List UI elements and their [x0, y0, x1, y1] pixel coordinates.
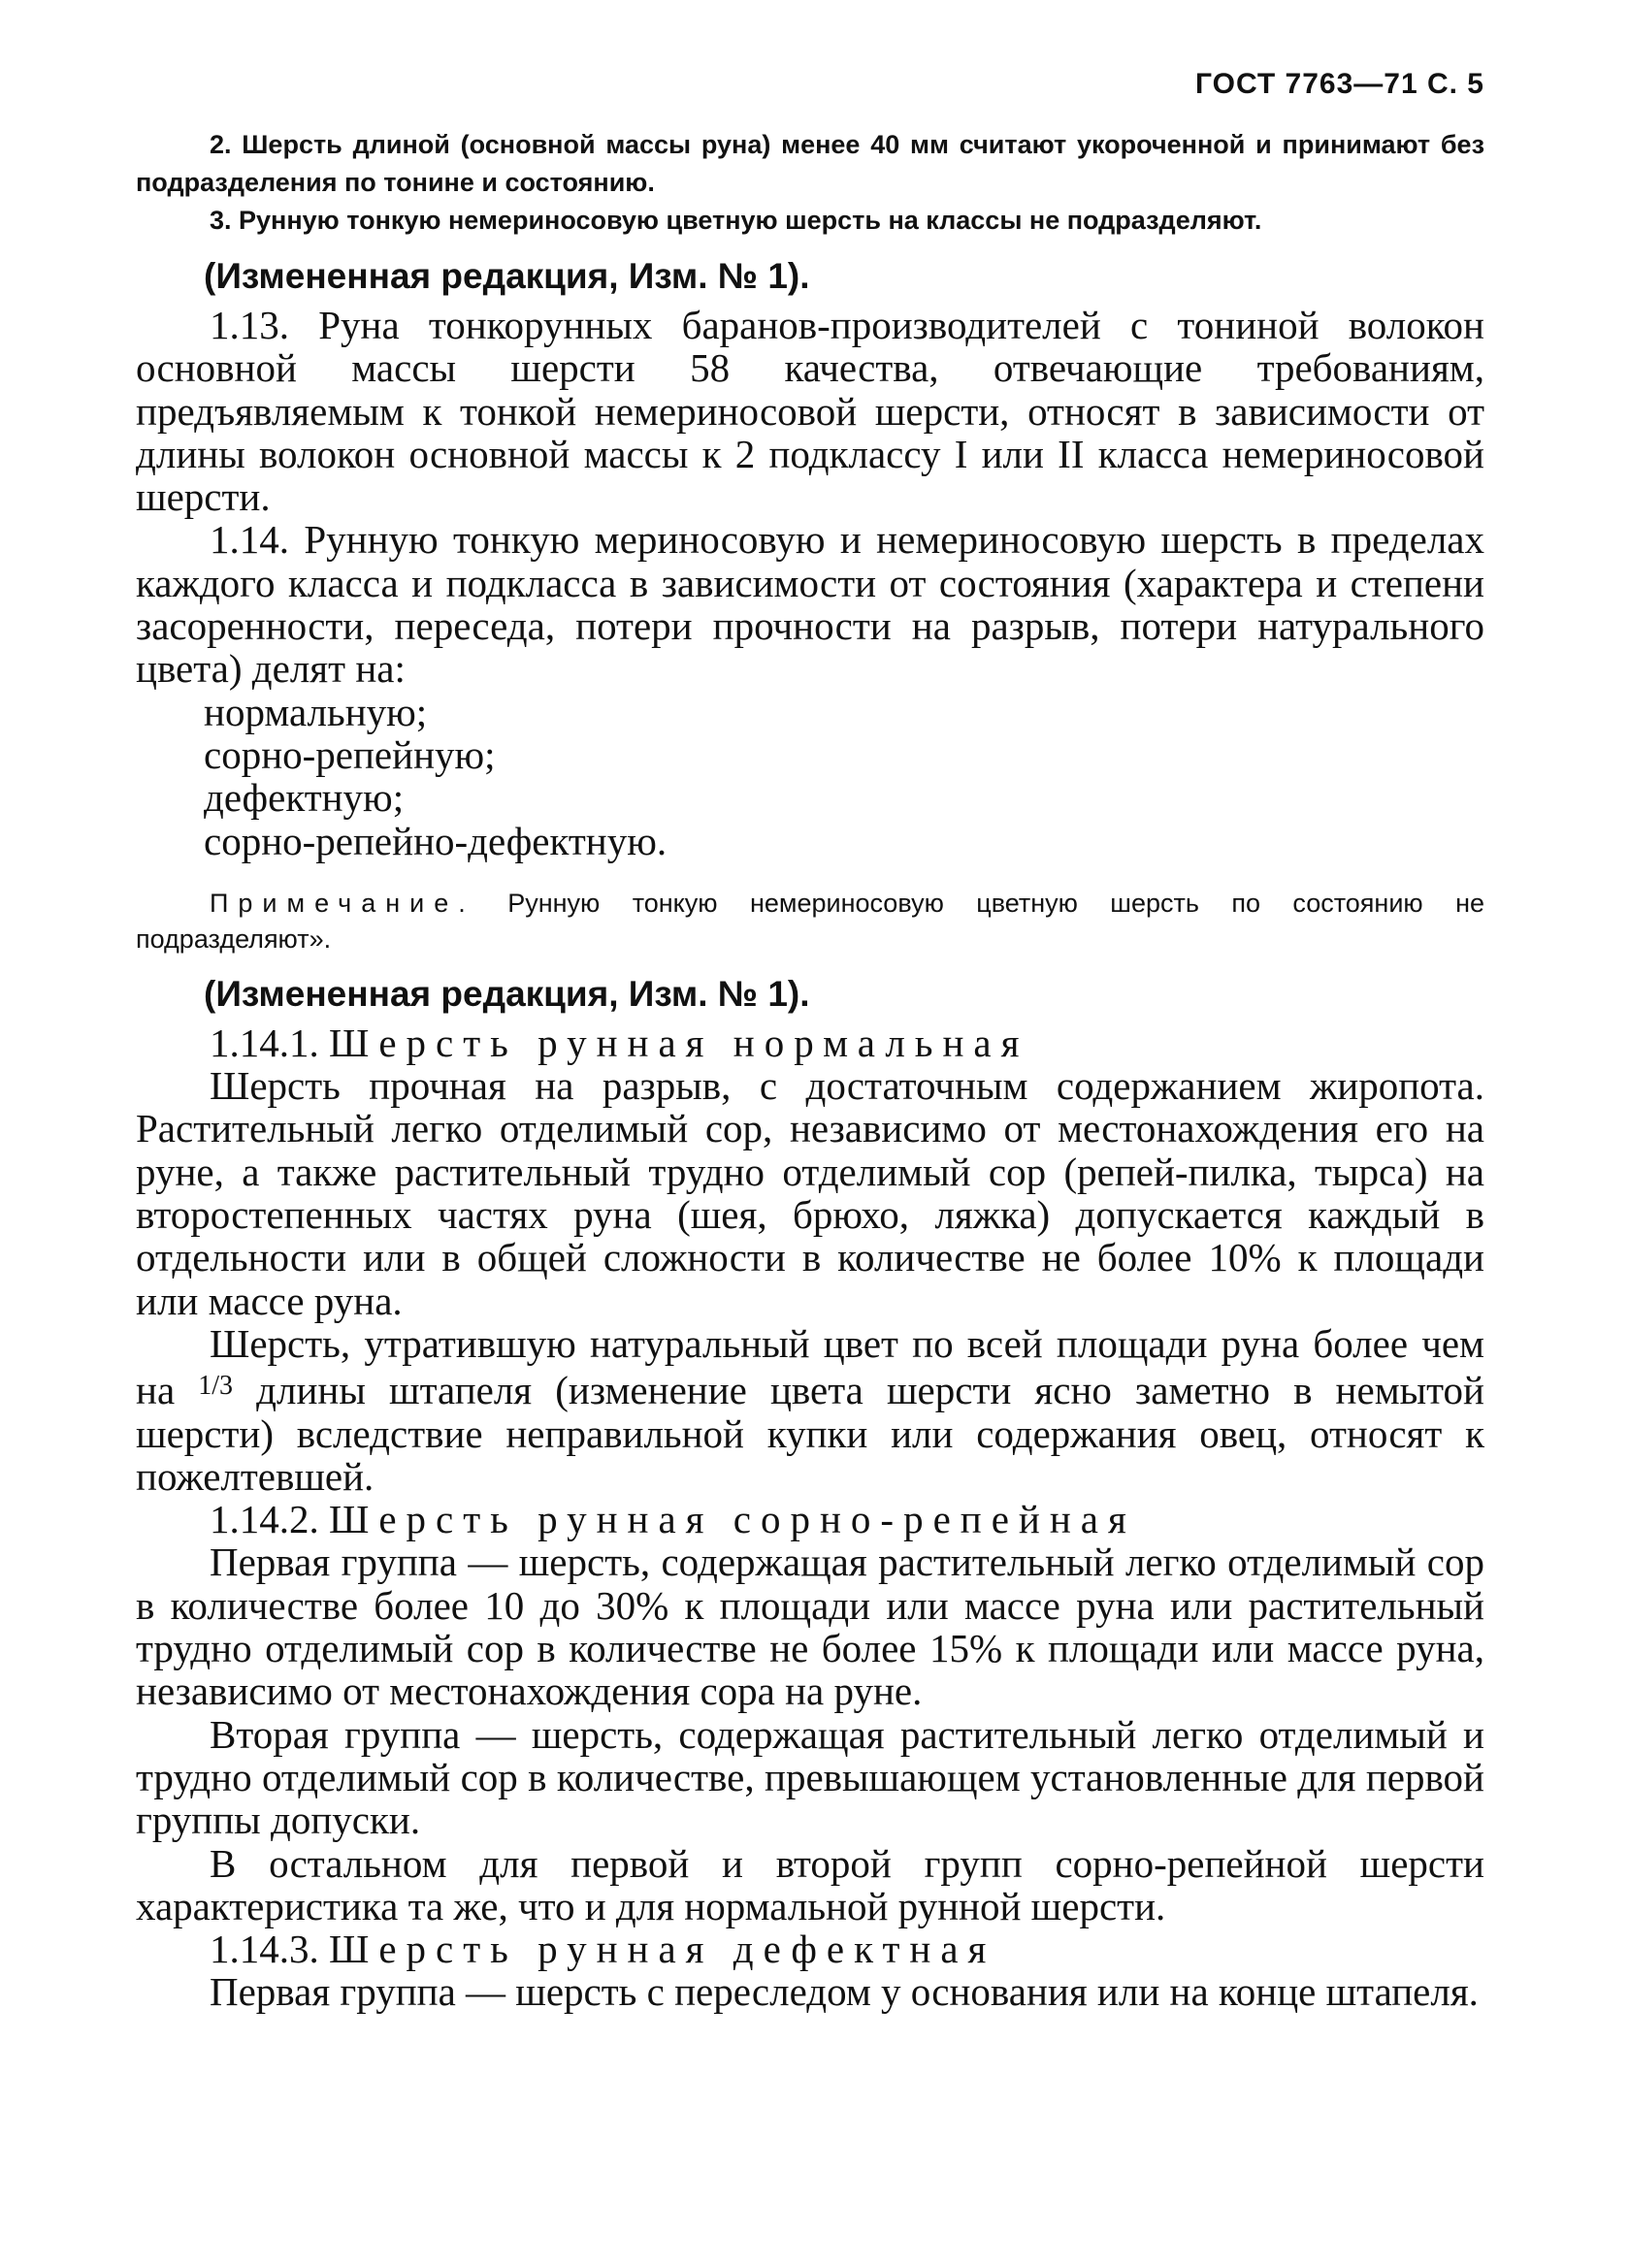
page-header: ГОСТ 7763—71 С. 5 [1195, 68, 1484, 100]
list-item: сорно-репейно-дефектную. [204, 818, 668, 863]
section-1-14-2-heading [136, 1498, 1484, 1540]
note-text: Рунную тонкую немериносовую цветную шерсть по состоянию не подразделяют». [136, 888, 1484, 954]
note-label: Примечание. [210, 888, 475, 918]
revision-note-2: (Измененная редакция, Изм. № 1). [204, 973, 810, 1014]
paragraph-defect-1: Первая группа — шерсть с переследом у основания или на конце штапеля. [210, 1969, 1479, 2015]
fraction: 1/3 [198, 1371, 234, 1402]
text-part: длины штапеля (изменение цвета шерсти ясно заметно в немытой шерсти) вследствие неправильной купки или содержания овец, относят к пожелтевшей. [136, 1368, 1484, 1499]
section-1-14-3-heading [136, 1928, 1484, 1970]
note-2: 2. Шерсть длиной (основной массы руна) менее 40 мм считают укороченной и принимают без подразделения по тонине и состоянию. [136, 130, 1484, 197]
paragraph-normal-1: Шерсть прочная на разрыв, с достаточным содержанием жиропота. Растительный легко отделимый сор, независимо от местонахождения его на руне, а также растительный трудно отделимый сор (репей-пилка, тырса) на второстепенных частях руна (шея, брюхо, ляжка) допускается каждый в отдельности или в общей сложности в количестве не более 10% к площади или массе руна. [136, 1063, 1484, 1323]
section-title: Шерсть рунная сорно-репейная [329, 1497, 1136, 1542]
document-page [136, 68, 1484, 2014]
list-item: сорно-репейную; [204, 731, 496, 777]
section-number: 1.14.2. [210, 1497, 329, 1542]
list-item: нормальную; [204, 689, 428, 734]
section-1-14-1-heading [136, 1021, 1484, 1064]
condition-list [204, 691, 1484, 862]
list-item: дефектную; [204, 775, 405, 821]
paragraph-1-14: 1.14. Рунную тонкую мериносовую и немериносовую шерсть в пределах каждого класса и подкласса в зависимости от состояния (характера и степени засоренности, переседа, потери прочности на разрыв, потери натурального цвета) делят на: [136, 517, 1484, 692]
paragraph-sorn-3: В остальном для первой и второй групп сорно-репейной шерсти характеристика та же, что и для нормальной рунной шерсти. [136, 1840, 1484, 1928]
note-3: 3. Рунную тонкую немериносовую цветную шерсть на классы не подразделяют. [210, 206, 1262, 235]
section-title: Шерсть рунная нормальная [329, 1020, 1029, 1065]
note-block [136, 886, 1484, 957]
revision-note-1: (Измененная редакция, Изм. № 1). [204, 256, 810, 296]
section-number: 1.14.1. [210, 1020, 329, 1065]
paragraph-sorn-1: Первая группа — шерсть, содержащая растительный легко отделимый сор в количестве более 10 до 30% к площади или массе руна или растительный трудно отделимый сор в количестве не более 15% к площади или массе руна, независимо от местонахождения сора на руне. [136, 1539, 1484, 1714]
section-title: Шерсть рунная дефектная [329, 1927, 996, 1972]
text-part: Шерсть, утратившую натуральный цвет по всей площади руна более чем на [136, 1320, 1484, 1413]
paragraph-sorn-2: Вторая группа — шерсть, содержащая растительный легко отделимый и трудно отделимый сор в количестве, превышающем установленные для первой группы допуски. [136, 1711, 1484, 1843]
paragraph-1-13: 1.13. Руна тонкорунных баранов-производителей с тониной волокон основной массы шерсти 58 качества, отвечающие требованиям, предъявляемым к тонкой немериносовой шерсти, относят в зависимости от длины волокон основной массы к 2 подклассу I или II класса немериносовой шерсти. [136, 303, 1484, 520]
section-number: 1.14.3. [210, 1927, 329, 1972]
paragraph-normal-2 [136, 1322, 1484, 1498]
